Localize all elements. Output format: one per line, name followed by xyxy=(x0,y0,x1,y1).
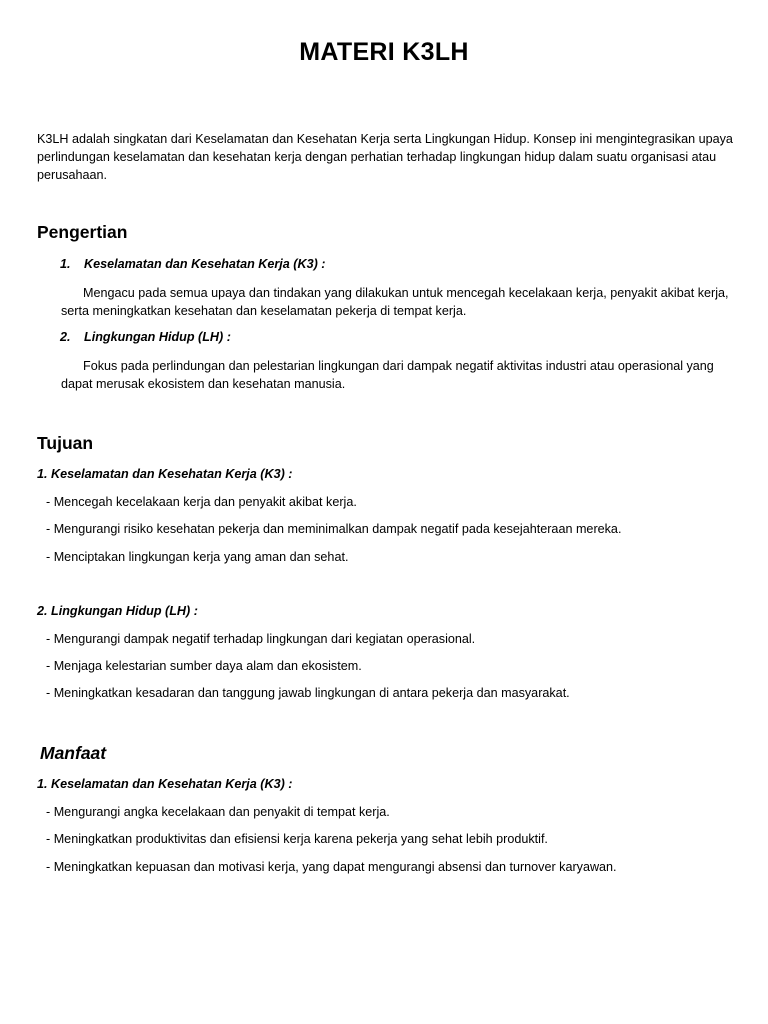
tujuan-group-2-label: 2. Lingkungan Hidup (LH) : xyxy=(37,604,198,618)
tujuan-group-1-label: 1. Keselamatan dan Kesehatan Kerja (K3) : xyxy=(37,467,293,481)
section-heading-tujuan: Tujuan xyxy=(37,433,94,453)
pengertian-item-2-heading xyxy=(60,330,231,344)
page-title: MATERI K3LH xyxy=(299,38,469,66)
list-item: - Mencegah kecelakaan kerja dan penyakit akibat kerja. xyxy=(46,495,357,509)
section-heading-pengertian: Pengertian xyxy=(37,222,128,242)
pengertian-item-1-heading xyxy=(60,257,325,271)
list-item: - Menjaga kelestarian sumber daya alam dan ekosistem. xyxy=(46,659,362,673)
pengertian-item-1-label: Keselamatan dan Kesehatan Kerja (K3) : xyxy=(84,257,326,271)
pengertian-item-2-text: Fokus pada perlindungan dan pelestarian lingkungan dari dampak negatif aktivitas industri atau operasional yang dapat merusak ekosistem dan kesehatan manusia. xyxy=(61,359,714,391)
manfaat-group-1-label: 1. Keselamatan dan Kesehatan Kerja (K3) : xyxy=(37,777,293,791)
list-item: - Mengurangi risiko kesehatan pekerja dan meminimalkan dampak negatif pada kesejahteraan mereka. xyxy=(46,522,622,536)
list-item: - Meningkatkan kepuasan dan motivasi kerja, yang dapat mengurangi absensi dan turnover karyawan. xyxy=(46,860,617,874)
pengertian-item-1-number: 1. xyxy=(60,257,71,271)
pengertian-item-2-number: 2. xyxy=(60,330,71,344)
section-heading-manfaat: Manfaat xyxy=(40,743,107,763)
list-item: - Meningkatkan kesadaran dan tanggung jawab lingkungan di antara pekerja dan masyarakat. xyxy=(46,686,570,700)
list-item: - Mengurangi dampak negatif terhadap lingkungan dari kegiatan operasional. xyxy=(46,632,476,646)
list-item: - Mengurangi angka kecelakaan dan penyakit di tempat kerja. xyxy=(46,805,390,819)
pengertian-item-1-text: Mengacu pada semua upaya dan tindakan yang dilakukan untuk mencegah kecelakaan kerja, penyakit akibat kerja, serta meningkatkan kesehatan dan keselamatan pekerja di tempat kerja. xyxy=(61,286,729,318)
intro-paragraph: K3LH adalah singkatan dari Keselamatan dan Kesehatan Kerja serta Lingkungan Hidup. Konsep ini mengintegrasikan upaya perlindungan keselamatan dan kesehatan kerja dengan perhatian terhadap lingkungan hidup dalam suatu organisasi atau perusahaan. xyxy=(37,132,733,182)
list-item: - Menciptakan lingkungan kerja yang aman dan sehat. xyxy=(46,550,349,564)
pengertian-item-2-label: Lingkungan Hidup (LH) : xyxy=(84,330,231,344)
list-item: - Meningkatkan produktivitas dan efisiensi kerja karena pekerja yang sehat lebih produktif. xyxy=(46,832,548,846)
